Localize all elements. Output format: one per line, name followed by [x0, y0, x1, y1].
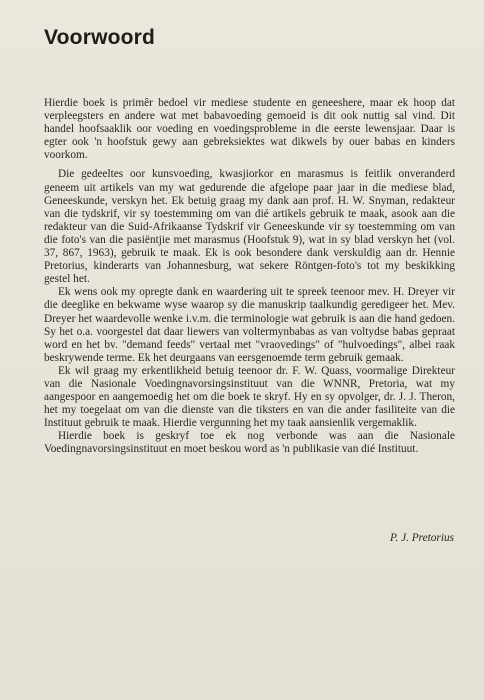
paragraph-1: Hierdie boek is primêr bedoel vir mediese studente en geneeshere, maar ek hoop dat verpleegsters en andere wat met babavoeding gemoeid is dit ook nuttig sal vind. Dit handel hoofsaaklik oor voeding en voedingsprobleme in die eerste lewensjaar. Daar is egter ook 'n hoofstuk gewy aan gebreksiektes wat dikwels by ouer babas en kinders voorkom.	[44, 97, 455, 162]
paragraph-2: Die gedeeltes oor kunsvoeding, kwasjiorkor en marasmus is feitlik onveranderd geneem uit artikels van my wat gedurende die afgelope paar jaar in die mediese blad, Geneeskunde, verskyn het. Ek betuig graag my dank aan prof. H. W. Snyman, redakteur van die tydskrif, vir sy toestemming om van dié artikels gebruik te maak, asook aan die redakteur van die Suid-Afrikaanse Tydskrif vir Geneeskunde vir sy toestemming om van die foto's van die pasiëntjie met marasmus (Hoofstuk 9), wat in sy blad verskyn het (vol. 37, 867, 1963), gebruik te maak. Ek is ook besondere dank verskuldig aan dr. Hennie Pretorius, kinderarts van Johannesburg, wat sekere Röntgen-foto's tot my beskikking gestel het.	[44, 168, 455, 286]
paragraph-3: Ek wens ook my opregte dank en waardering uit te spreek teenoor mev. H. Dreyer vir die deeglike en bekwame wyse waarop sy die manuskrip taalkundig geredigeer het. Mev. Dreyer het waardevolle wenke i.v.m. die terminologie wat gebruik is aan die hand gedoen. Sy het o.a. voorgestel dat daar liewers van voltermynbabas as van voltydse babas gepraat word en het bv. "demand feeds" vertaal met "vraovedings" of "hulvoedings", albei raak beskrywende terme. Ek het deurgaans van eersgenoemde term gebruik gemaak.	[44, 286, 455, 364]
foreword-body	[44, 97, 455, 457]
author-signature: P. J. Pretorius	[389, 532, 454, 544]
page-title: Voorwoord	[44, 26, 156, 49]
paragraph-5: Hierdie boek is geskryf toe ek nog verbonde was aan die Nasionale Voedingnavorsingsinstituut en moet beskou word as 'n publikasie van dié Instituut.	[44, 430, 455, 456]
paragraph-4: Ek wil graag my erkentlikheid betuig teenoor dr. F. W. Quass, voormalige Direkteur van die Nasionale Voedingnavorsingsinstituut van die WNNR, Pretoria, wat my aangespoor en aangemoedig het om die boek te skryf. Hy en sy opvolger, dr. J. J. Theron, het my toegelaat om van die dienste van die tiksters en van die ander fasiliteite van die Instituut gebruik te maak. Hierdie vergunning het my taak aansienlik vergemaklik.	[44, 364, 455, 430]
